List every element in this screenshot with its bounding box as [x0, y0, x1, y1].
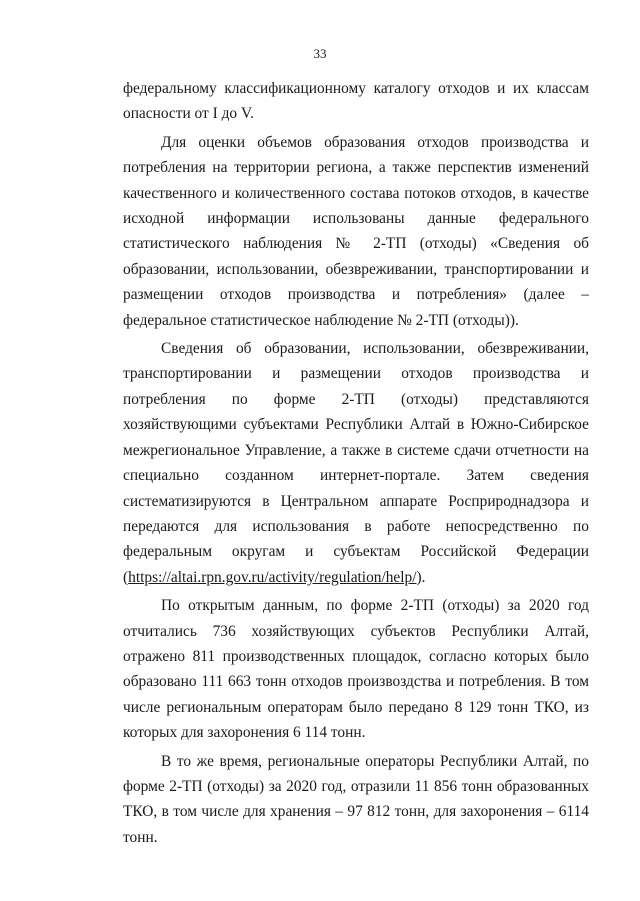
paragraph-data-sources: Для оценки объемов образования отходов производства и потребления на территории региона, а также перспектив изменений качественного и количественного состава потоков отходов, в качестве исходной информации использованы данные федерального статистического наблюдения № 2-ТП (отходы) «Сведения об образовании, использовании, обезвреживании, транспортировании и размещении отходов производства и потребления» (далее – федеральное статистическое наблюдение № 2-ТП (отходы)).: [123, 133, 589, 329]
paragraph-regional-operators: В то же время, региональные операторы Республики Алтай, по форме 2-ТП (отходы) за 2020 год, отразили 11 856 тонн образованных ТКО, в том числе для хранения – 97 812 тонн, для захоронения – 6114 тонн.: [123, 752, 589, 846]
rpn-help-link[interactable]: https://altai.rpn.gov.ru/activity/regulation/help/: [128, 568, 417, 586]
paragraph-reporting: [123, 336, 589, 590]
paragraph-continuation: федеральному классификационному каталогу отходов и их классам опасности от I до V.: [123, 80, 589, 123]
paragraph-reporting-tail: ).: [416, 568, 426, 586]
document-body: [123, 76, 589, 850]
paragraph-reporting-text: Сведения об образовании, использовании, обезвреживании, транспортировании и размещении отходов производства и потребления по форме 2-ТП (отходы) представляются хозяйствующими субъектами Республики Алтай в Южно-Сибирское межрегиональное Управление, а также в системе сдачи отчетности на специально созданном интернет-портале. Затем сведения систематизируются в Центральном аппарате Росприроднадзора и передаются для использования в работе непосредственно по федеральным округам и субъектам Российской Федерации (: [123, 340, 589, 586]
paragraph-open-data: По открытым данным, по форме 2-ТП (отходы) за 2020 год отчитались 736 хозяйствующих субъектов Республики Алтай, отражено 811 производственных площадок, согласно которых было образовано 111 663 тонн отходов произвоздства и потребления. В том числе региональным операторам было передано 8 129 тонн ТКО, из которых для захоронения 6 114 тонн.: [123, 597, 589, 742]
page-number: 33: [313, 46, 327, 61]
